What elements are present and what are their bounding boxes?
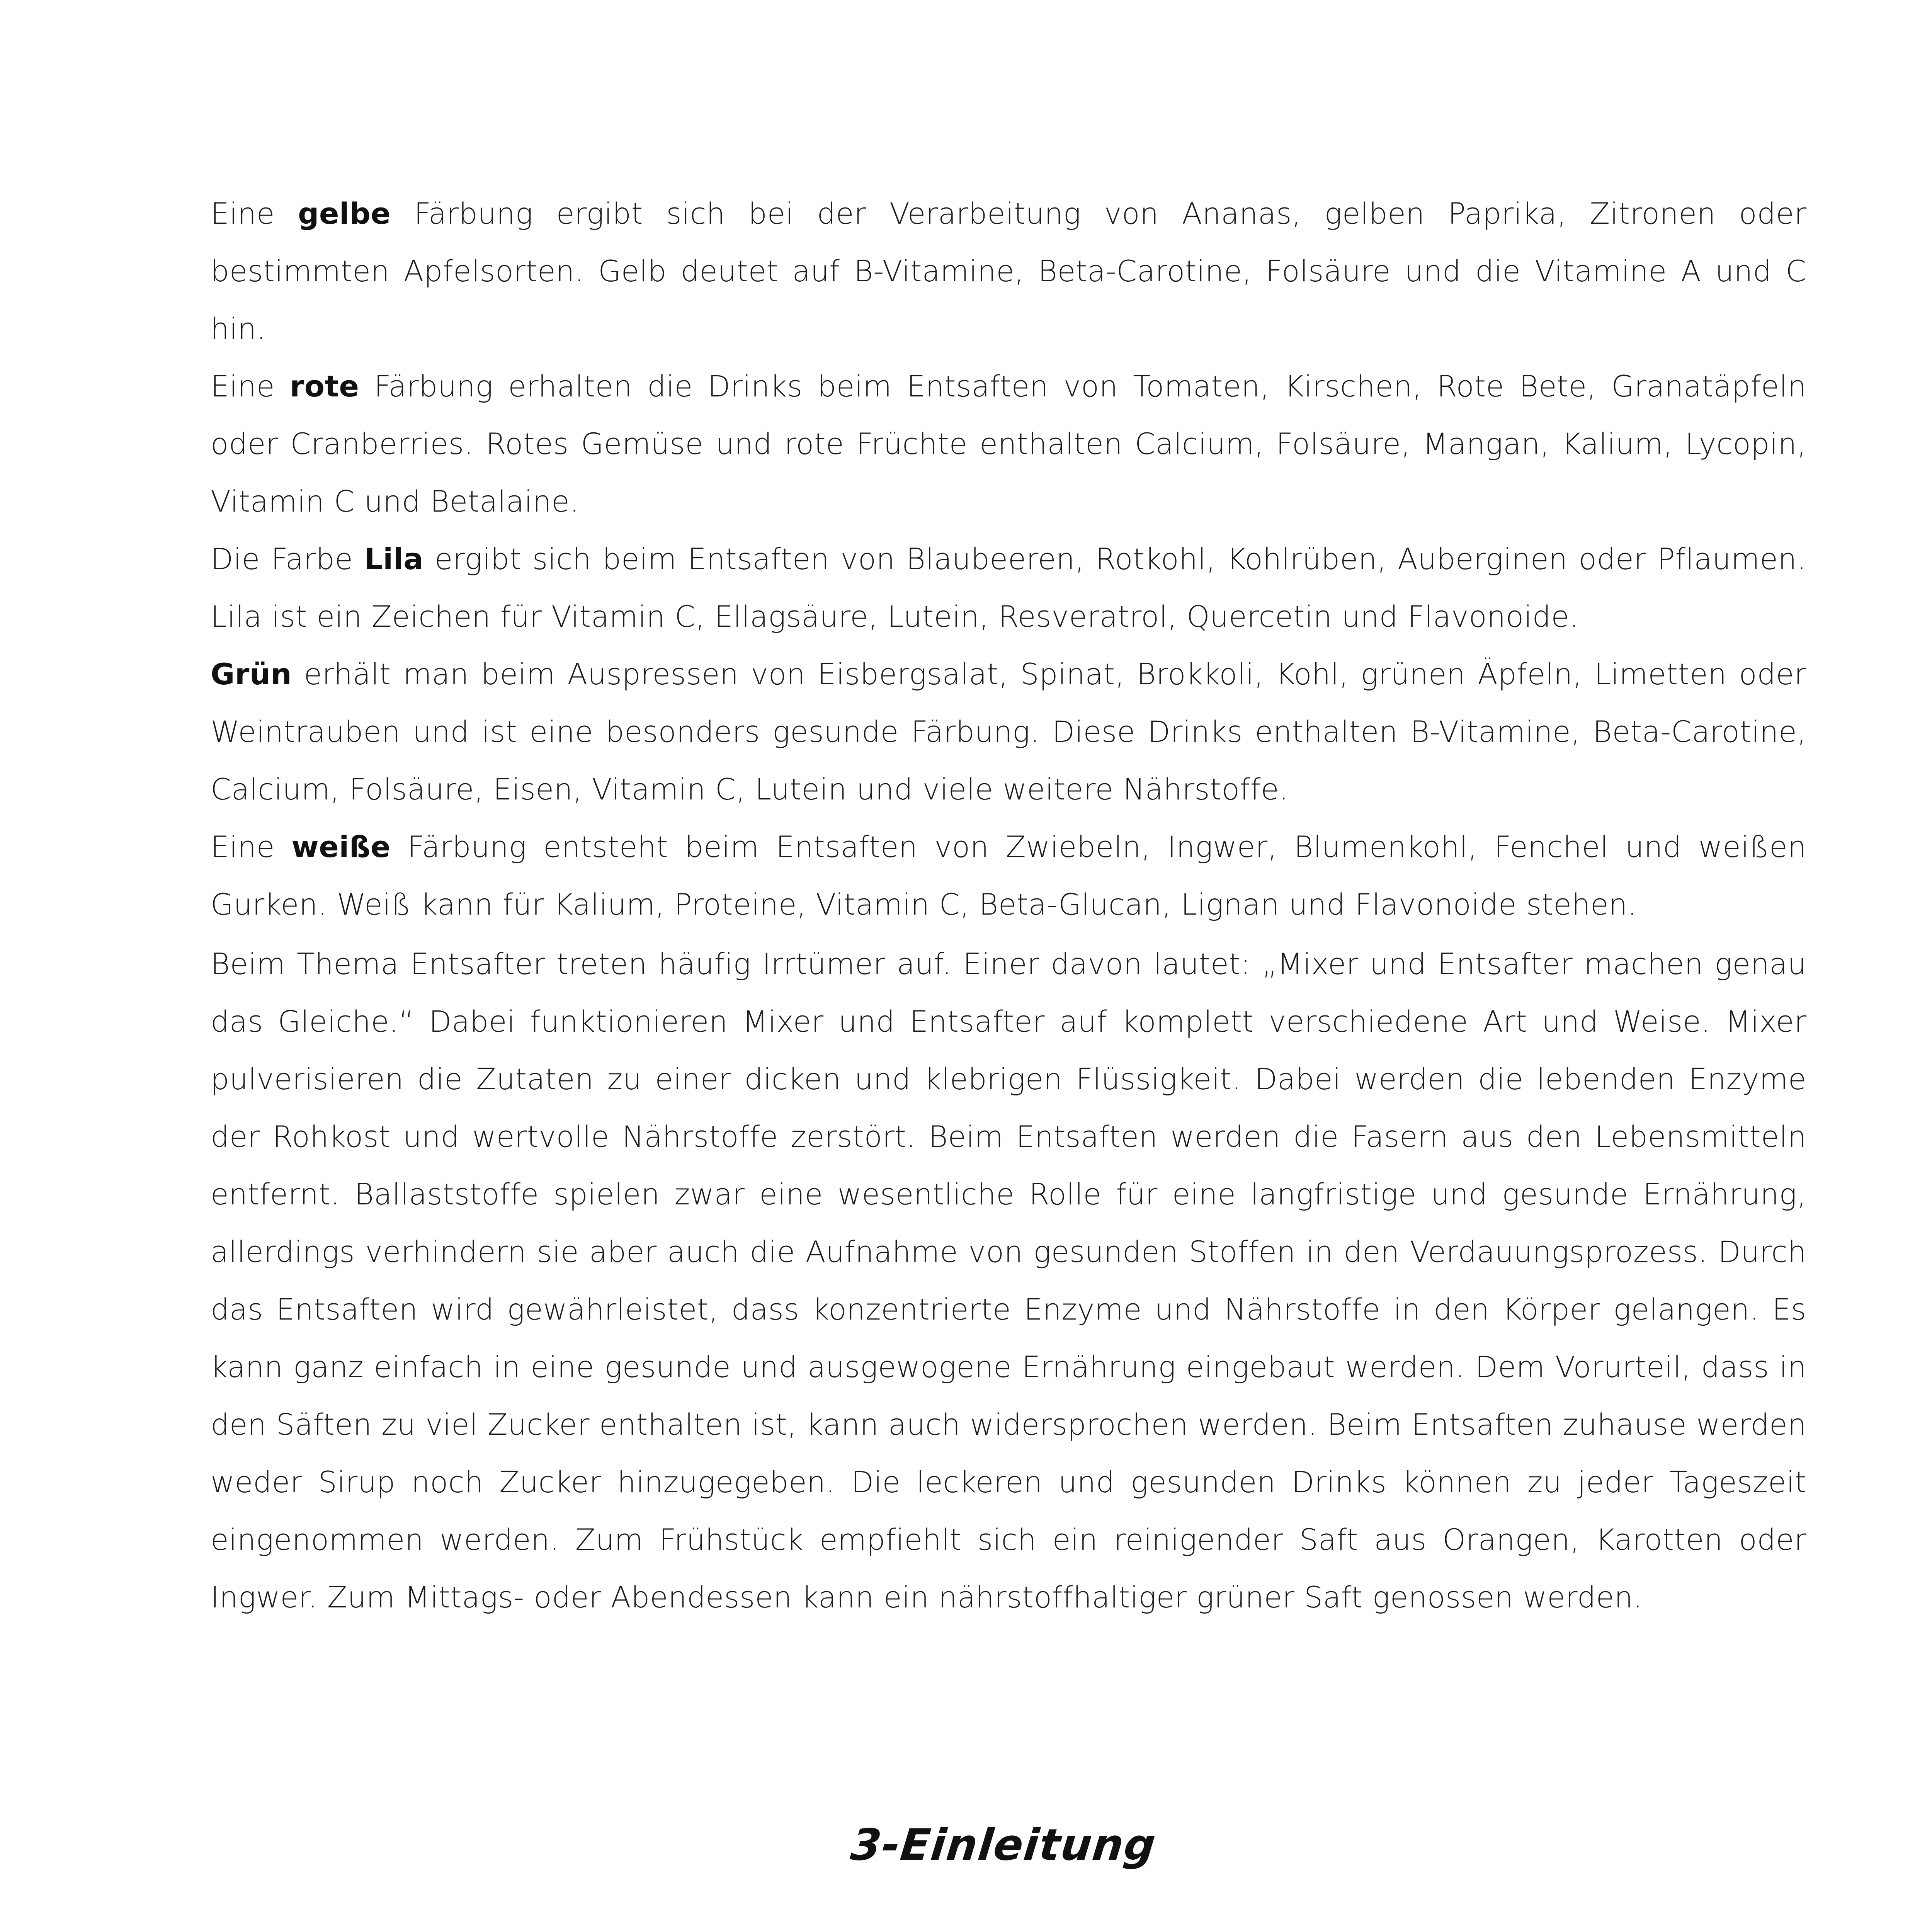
keyword-purple: Lila: [364, 542, 424, 576]
paragraph-purple-lead: Die Farbe: [211, 542, 364, 576]
paragraph-yellow-body: Färbung ergibt sich bei der Verarbeitung von Ananas, gelben Paprika, Zitronen oder bestimmten Apfelsorten. Gelb deutet auf B-Vitamine, Beta-Carotine, Folsäure und die Vitamine A und C hin.: [211, 196, 1806, 346]
color-section: [211, 185, 1806, 933]
paragraph-purple: [211, 530, 1806, 645]
page-footer-label: 3-Einleitung: [848, 1820, 1159, 1870]
keyword-yellow: gelbe: [298, 196, 391, 231]
keyword-red: rote: [289, 369, 359, 403]
paragraph-red-body: Färbung erhalten die Drinks beim Entsaften von Tomaten, Kirschen, Rote Bete, Granatäpfeln oder Cranberries. Rotes Gemüse und rote Früchte enthalten Calcium, Folsäure, Mangan, Kalium, Lycopin, Vitamin C und Betalaine.: [211, 369, 1807, 519]
myths-section: [211, 935, 1806, 1626]
paragraph-purple-body: ergibt sich beim Entsaften von Blaubeeren, Rotkohl, Kohlrüben, Auberginen oder Pflaumen. Lila ist ein Zeichen für Vitamin C, Ellagsäure, Lutein, Resveratrol, Quercetin und Flavonoide.: [211, 542, 1806, 634]
paragraph-yellow-lead: Eine: [211, 196, 298, 231]
keyword-green: Grün: [211, 657, 292, 691]
paragraph-red: [211, 357, 1806, 530]
paragraph-yellow: [211, 185, 1806, 357]
paragraph-myths: Beim Thema Entsafter treten häufig Irrtümer auf. Einer davon lautet: „Mixer und Entsafter machen genau das Gleiche.“ Dabei funktionieren Mixer und Entsafter auf komplett verschiedene Art und Weise. Mixer pulverisieren die Zutaten zu einer dicken und klebrigen Flüssigkeit. Dabei werden die lebenden Enzyme der Rohkost und wertvolle Nährstoffe zerstört. Beim Entsaften werden die Fasern aus den Lebensmitteln entfernt. Ballaststoffe spielen zwar eine wesentliche Rolle für eine langfristige und gesunde Ernährung, allerdings verhindern sie aber auch die Aufnahme von gesunden Stoffen in den Verdauungsprozess. Durch das Entsaften wird gewährleistet, dass konzentrierte Enzyme und Nährstoffe in den Körper gelangen. Es kann ganz einfach in eine gesunde und ausgewogene Ernährung eingebaut werden. Dem Vorurteil, dass in den Säften zu viel Zucker enthalten ist, kann auch widersprochen werden. Beim Entsaften zuhause werden weder Sirup noch Zucker hinzugegeben. Die leckeren und gesunden Drinks können zu jeder Tageszeit eingenommen werden. Zum Frühstück empfiehlt sich ein reinigender Saft aus Orangen, Karotten oder Ingwer. Zum Mittags- oder Abendessen kann ein nährstoffhaltiger grüner Saft genossen werden.: [211, 947, 1806, 1614]
paragraph-white-body: Färbung entsteht beim Entsaften von Zwiebeln, Ingwer, Blumenkohl, Fenchel und weißen Gurken. Weiß kann für Kalium, Proteine, Vitamin C, Beta-Glucan, Lignan und Flavonoide stehen.: [211, 830, 1807, 922]
paragraph-green: [211, 645, 1806, 818]
paragraph-red-lead: Eine: [211, 369, 290, 403]
paragraph-green-body: erhält man beim Auspressen von Eisbergsalat, Spinat, Brokkoli, Kohl, grünen Äpfeln, Limetten oder Weintrauben und ist eine besonders gesunde Färbung. Diese Drinks enthalten B-Vitamine, Beta-Carotine, Calcium, Folsäure, Eisen, Vitamin C, Lutein und viele weitere Nährstoffe.: [211, 657, 1806, 806]
keyword-white: weiße: [291, 830, 391, 864]
paragraph-white-lead: Eine: [211, 830, 292, 864]
paragraph-white: [211, 818, 1806, 933]
